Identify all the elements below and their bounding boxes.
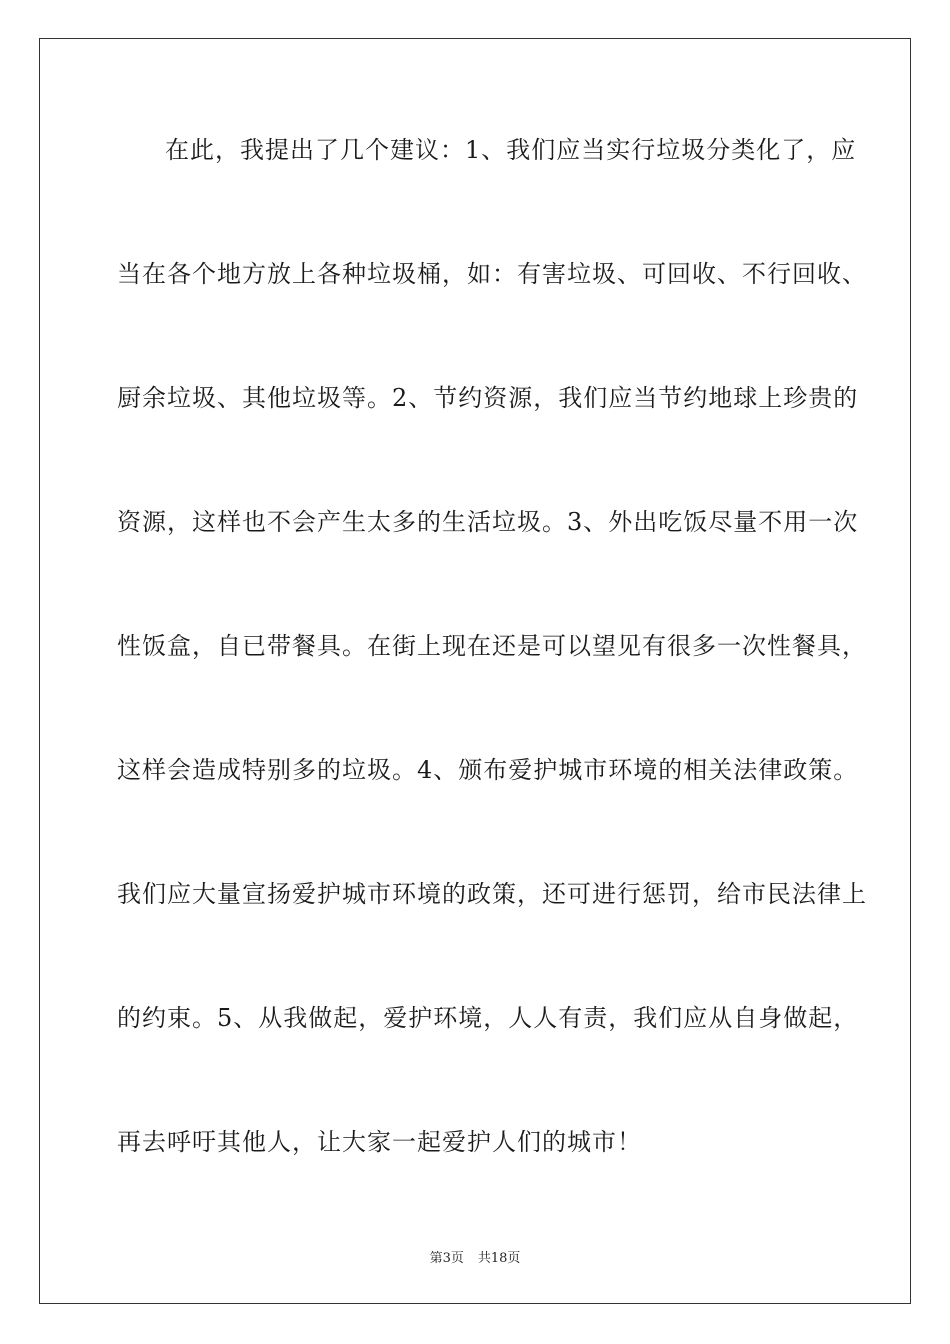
paragraph-line: 的约束。5、从我做起，爱护环境，人人有责，我们应从自身做起，: [117, 1004, 859, 1032]
paragraph-line: 在此，我提出了几个建议：1、我们应当实行垃圾分类化了，应: [165, 136, 857, 164]
paragraph-line: 这样会造成特别多的垃圾。4、颁布爱护城市环境的相关法律政策。: [117, 756, 859, 784]
paragraph-line: 性饭盒，自已带餐具。在街上现在还是可以望见有很多一次性餐具，: [117, 632, 867, 660]
paragraph-line: 资源，这样也不会产生太多的生活垃圾。3、外出吃饭尽量不用一次: [117, 508, 859, 536]
page-total: 共18页: [477, 1251, 521, 1266]
page-border: [39, 38, 911, 1304]
paragraph-line: 当在各个地方放上各种垃圾桶，如：有害垃圾、可回收、不行回收、: [117, 260, 867, 288]
page-footer: [0, 1247, 950, 1266]
paragraph-line: 我们应大量宣扬爱护城市环境的政策，还可进行惩罚，给市民法律上: [117, 880, 867, 908]
paragraph-line: 厨余垃圾、其他垃圾等。2、节约资源，我们应当节约地球上珍贵的: [117, 384, 859, 412]
page-number: 第3页: [429, 1251, 464, 1266]
paragraph-line: 再去呼吁其他人，让大家一起爱护人们的城市！: [117, 1128, 642, 1156]
